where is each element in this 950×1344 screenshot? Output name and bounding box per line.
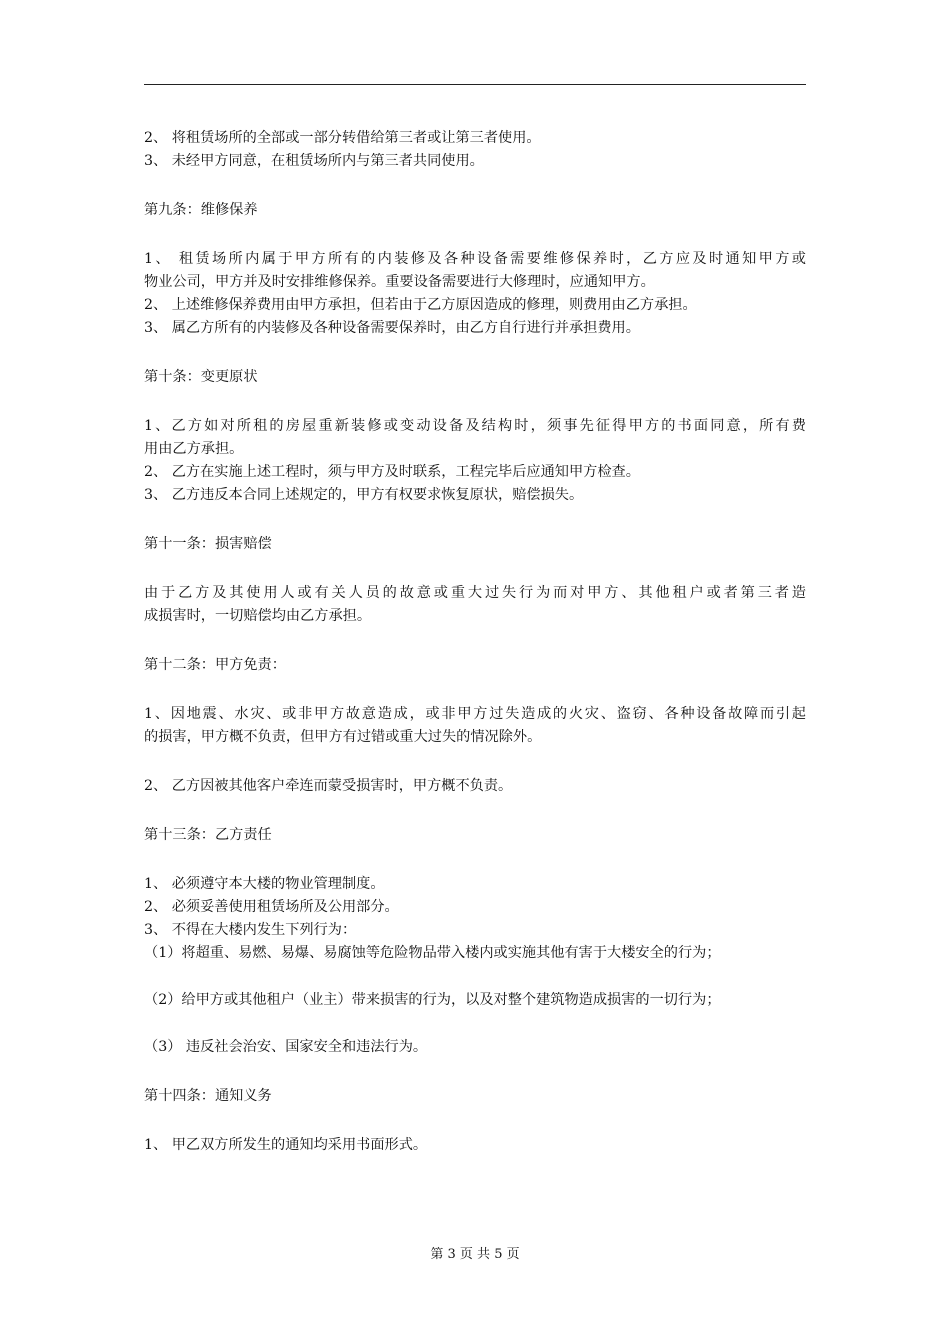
clause-line: 3、 未经甲方同意，在租赁场所内与第三者共同使用。: [144, 153, 484, 169]
clause-line: 2、 乙方在实施上述工程时，须与甲方及时联系，工程完毕后应通知甲方检查。: [144, 464, 640, 480]
clause-line: 3、 不得在大楼内发生下列行为：: [144, 922, 357, 938]
header-rule: [144, 84, 806, 85]
clause-line: 2、 必须妥善使用租赁场所及公用部分。: [144, 899, 399, 915]
clause-line: 1、 甲乙双方所发生的通知均采用书面形式。: [144, 1137, 428, 1153]
section-heading-12: 第十二条：甲方免责：: [144, 657, 286, 673]
clause-line: 物业公司，甲方并及时安排维修保养。重要设备需要进行大修理时，应通知甲方。: [144, 274, 655, 290]
clause-line: 1、乙方如对所租的房屋重新装修或变动设备及结构时，须事先征得甲方的书面同意，所有费: [144, 418, 806, 434]
clause-line: 成损害时，一切赔偿均由乙方承担。: [144, 608, 372, 624]
section-heading-10: 第十条：变更原状: [144, 369, 258, 385]
clause-line: 2、 上述维修保养费用由甲方承担，但若由于乙方原因造成的修理，则费用由乙方承担。: [144, 297, 697, 313]
section-heading-13: 第十三条：乙方责任: [144, 827, 272, 843]
clause-line: 1、因地震、水灾、或非甲方故意造成，或非甲方过失造成的火灾、盗窃、各种设备故障而引起: [144, 706, 806, 722]
clause-line: 的损害，甲方概不负责，但甲方有过错或重大过失的情况除外。: [144, 729, 542, 745]
clause-line: 3、 属乙方所有的内装修及各种设备需要保养时，由乙方自行进行并承担费用。: [144, 320, 640, 336]
clause-line: （3） 违反社会治安、国家安全和违法行为。: [144, 1039, 428, 1055]
page-number: 第 3 页 共 5 页: [430, 1247, 520, 1262]
clause-line: 2、 将租赁场所的全部或一部分转借给第三者或让第三者使用。: [144, 130, 541, 146]
section-heading-11: 第十一条：损害赔偿: [144, 536, 272, 552]
clause-line: 2、 乙方因被其他客户牵连而蒙受损害时，甲方概不负责。: [144, 778, 513, 794]
section-heading-9: 第九条：维修保养: [144, 202, 258, 218]
clause-line: （2）给甲方或其他租户（业主）带来损害的行为，以及对整个建筑物造成损害的一切行为；: [144, 992, 721, 1008]
clause-line: 1、 必须遵守本大楼的物业管理制度。: [144, 876, 385, 892]
clause-line: 用由乙方承担。: [144, 441, 244, 457]
clause-line: 1、 租赁场所内属于甲方所有的内装修及各种设备需要维修保养时，乙方应及时通知甲方或: [144, 251, 806, 267]
section-heading-14: 第十四条：通知义务: [144, 1088, 272, 1104]
clause-line: （1）将超重、易燃、易爆、易腐蚀等危险物品带入楼内或实施其他有害于大楼安全的行为；: [144, 945, 721, 961]
clause-line: 3、 乙方违反本合同上述规定的，甲方有权要求恢复原状，赔偿损失。: [144, 487, 584, 503]
document-body: [144, 127, 806, 1157]
clause-line: 由于乙方及其使用人或有关人员的故意或重大过失行为而对甲方、其他租户或者第三者造: [144, 585, 806, 601]
